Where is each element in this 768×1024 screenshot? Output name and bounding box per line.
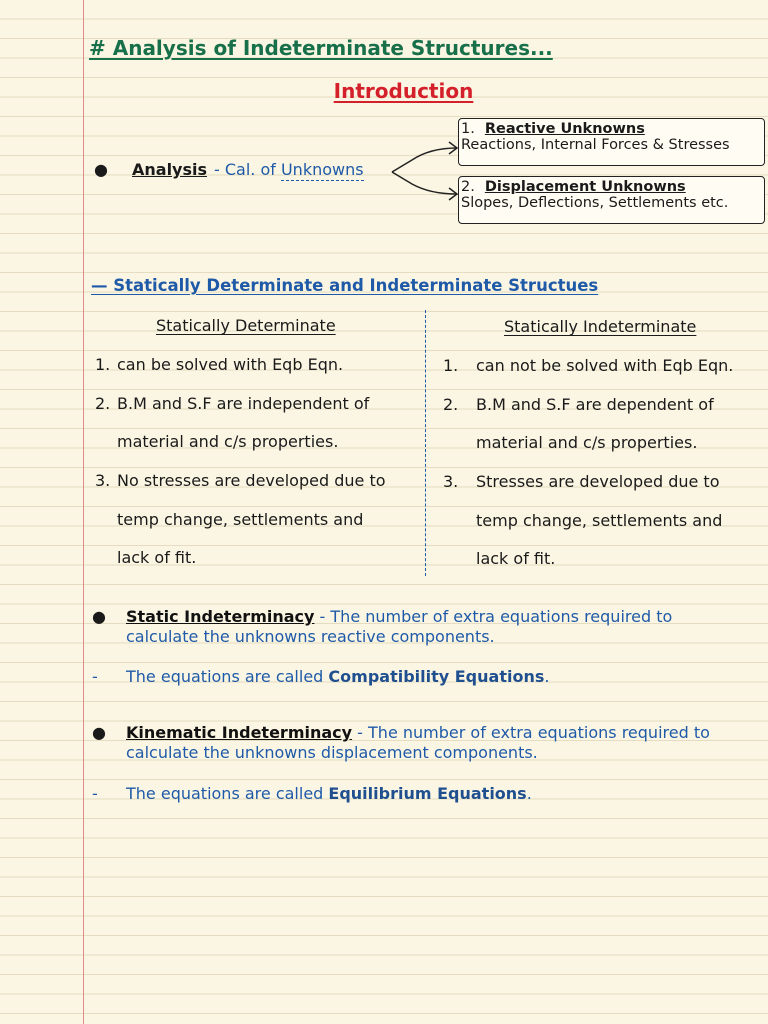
- det-num-2: 2.: [95, 394, 111, 413]
- displacement-label: Displacement Unknowns: [484, 179, 686, 195]
- static-note: [126, 667, 549, 686]
- static-note-prefix: The equations are called: [126, 667, 329, 686]
- compatibility-equations: Compatibility Equations: [328, 667, 545, 686]
- static-note-suffix: .: [544, 667, 550, 686]
- static-separator: -: [314, 607, 331, 626]
- ind-line-5: temp change, settlements and: [476, 511, 723, 530]
- det-line-6: lack of fit.: [117, 548, 197, 567]
- det-line-2: B.M and S.F are independent of: [117, 394, 370, 413]
- ind-line-3: material and c/s properties.: [476, 433, 698, 452]
- static-indeterminacy-paragraph: [126, 607, 746, 647]
- kinematic-note-prefix: The equations are called: [126, 784, 329, 803]
- kinematic-bullet: ●: [92, 723, 106, 742]
- ind-line-4: Stresses are developed due to: [476, 472, 720, 491]
- kinematic-note-dash: -: [92, 784, 98, 803]
- ind-num-3: 3.: [443, 472, 459, 491]
- section-heading: — Statically Determinate and Indeterminate Structues: [91, 276, 599, 295]
- displacement-number: 2.: [461, 179, 475, 195]
- det-line-5: temp change, settlements and: [117, 510, 364, 529]
- analysis-label: Analysis: [132, 160, 208, 179]
- det-line-3: material and c/s properties.: [117, 432, 339, 451]
- kinematic-indeterminacy-paragraph: [126, 723, 746, 763]
- displacement-unknowns-box: [458, 176, 765, 224]
- equilibrium-equations: Equilibrium Equations: [328, 784, 527, 803]
- static-term: Static Indeterminacy: [126, 607, 315, 626]
- displacement-detail: Slopes, Deflections, Settlements etc.: [461, 195, 729, 211]
- reactive-number: 1.: [461, 121, 475, 137]
- kinematic-definition: The number of extra equations required to calculate the unknowns displacement components.: [126, 723, 710, 762]
- ind-line-1: can not be solved with Eqb Eqn.: [476, 356, 734, 375]
- static-definition: The number of extra equations required to calculate the unknowns reactive components.: [126, 607, 673, 646]
- det-line-4: No stresses are developed due to: [117, 471, 386, 490]
- ind-num-1: 1.: [443, 356, 459, 375]
- lower-branch-line: [392, 172, 457, 194]
- indeterminate-heading: Statically Indeterminate: [504, 317, 697, 336]
- det-line-1: can be solved with Eqb Eqn.: [117, 355, 344, 374]
- static-bullet: ●: [92, 607, 106, 626]
- upper-branch-line: [392, 148, 457, 172]
- det-num-1: 1.: [95, 355, 111, 374]
- reactive-detail: Reactions, Internal Forces & Stresses: [461, 137, 730, 153]
- ind-line-6: lack of fit.: [476, 549, 556, 568]
- determinate-heading: Statically Determinate: [156, 316, 336, 335]
- unknowns-word: Unknowns: [280, 160, 364, 179]
- reactive-unknowns-box: [458, 118, 765, 166]
- reactive-label: Reactive Unknowns: [484, 121, 645, 137]
- kinematic-note: [126, 784, 532, 803]
- analysis-desc-prefix: - Cal. of: [214, 160, 281, 179]
- analysis-bullet: ●: [94, 160, 108, 179]
- ind-num-2: 2.: [443, 395, 459, 414]
- introduction-heading: Introduction: [333, 79, 474, 103]
- page-title: # Analysis of Indeterminate Structures...: [89, 36, 553, 60]
- static-note-dash: -: [92, 667, 98, 686]
- kinematic-separator: -: [352, 723, 369, 742]
- kinematic-term: Kinematic Indeterminacy: [126, 723, 353, 742]
- ind-line-2: B.M and S.F are dependent of: [476, 395, 714, 414]
- column-divider: [425, 310, 426, 576]
- det-num-3: 3.: [95, 471, 111, 490]
- kinematic-note-suffix: .: [526, 784, 532, 803]
